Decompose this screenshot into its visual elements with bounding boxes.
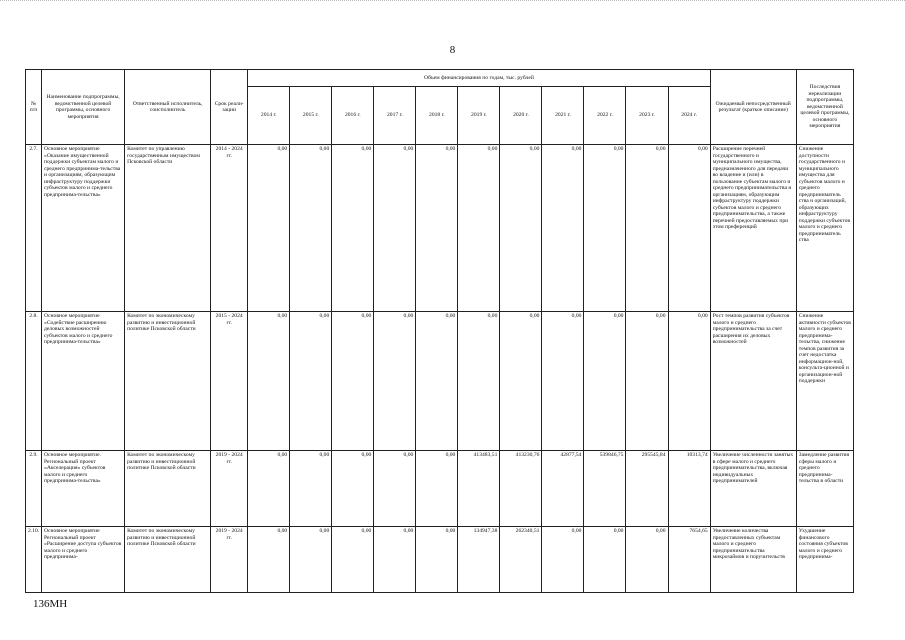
table-row <box>26 527 854 593</box>
year-header: 2019 г. <box>458 87 500 145</box>
row-term: 2019 - 2024 гг. <box>211 451 248 527</box>
year-header: 2018 г. <box>416 87 458 145</box>
scan-edge <box>0 0 905 5</box>
header-num: № п/п <box>26 70 42 145</box>
row-value: 0,00 <box>626 527 668 593</box>
row-responsible: Комитет по экономическому развитию и инвестиционной политике Псковской области <box>125 451 211 527</box>
row-value: 0,00 <box>248 312 290 451</box>
year-header: 2016 г. <box>332 87 374 145</box>
row-value: 0,00 <box>542 145 584 312</box>
row-responsible: Комитет по управлению государственным имуществом Псковской области <box>125 145 211 312</box>
row-consequences: Снижение активности субъектов малого и среднего предпринима-тельства, снижение темпов развития за счет недостатка информацион-ной, консульта-ционной и организацион-ной поддержки <box>796 312 853 451</box>
row-value: 0,00 <box>290 312 332 451</box>
row-value: 0,00 <box>416 527 458 593</box>
year-header: 2015 г. <box>290 87 332 145</box>
row-name: Основное мероприятие «Содействие расширению деловых возможностей субъектов малого и среднего предпринима-тельства» <box>42 312 125 451</box>
row-num: 2.9. <box>26 451 42 527</box>
year-header: 2014 г. <box>248 87 290 145</box>
year-header: 2021 г. <box>542 87 584 145</box>
table-row <box>26 451 854 527</box>
row-num: 2.10. <box>26 527 42 593</box>
row-consequences: Замедление развития сферы малого и среднего предпринима-тельства в области <box>796 451 853 527</box>
row-value: 0,00 <box>584 527 626 593</box>
row-value: 0,00 <box>542 312 584 451</box>
row-term: 2015 - 2024 гг. <box>211 312 248 451</box>
row-value: 0,00 <box>374 312 416 451</box>
row-value: 0,00 <box>416 451 458 527</box>
table-row <box>26 145 854 312</box>
header-name: Наименование подпрограммы, ведомственной целевой программы, основного мероприятия <box>42 70 125 145</box>
row-value: 413483,51 <box>458 451 500 527</box>
row-value: 0,00 <box>248 527 290 593</box>
header-volume: Объем финансирования по годам, тыс. рублей <box>248 70 710 87</box>
row-value: 0,00 <box>500 312 542 451</box>
row-value: 0,00 <box>332 312 374 451</box>
row-result: Увеличение количества предоставленных субъектам малого и среднего предпринимательства микрозаймов и поручительств <box>710 527 796 593</box>
row-name: Основное мероприятие «Оказание имущественной поддержки субъектам малого и среднего предпринима-тельства и организациям, образующим инфраструктуру поддержки субъектов малого и среднего предпринима-тельства» <box>42 145 125 312</box>
row-responsible: Комитет по экономическому развитию и инвестиционной политике Псковской области <box>125 527 211 593</box>
year-header: 2023 г. <box>626 87 668 145</box>
header-result: Ожидаемый непосредственный результат (краткое описание) <box>710 70 796 145</box>
year-header: 2024 г. <box>668 87 710 145</box>
row-value: 0,00 <box>584 312 626 451</box>
row-value: 10313,74 <box>668 451 710 527</box>
header-consequences: Последствия нереализации подпрограммы, ведомственной целевой программы, основного мероприятия <box>796 70 853 145</box>
row-name: Основное мероприятие Региональный проект «Расширение доступа субъектов малого и среднего предпринима- <box>42 527 125 593</box>
header-responsible: Ответственный исполнитель, соисполнитель <box>125 70 211 145</box>
row-num: 2.8. <box>26 312 42 451</box>
row-value: 0,00 <box>374 451 416 527</box>
row-value: 0,00 <box>416 312 458 451</box>
table-row <box>26 312 854 451</box>
row-value: 0,00 <box>416 145 458 312</box>
row-value: 0,00 <box>668 312 710 451</box>
page-number: 8 <box>449 44 456 56</box>
row-value: 7654,65 <box>668 527 710 593</box>
row-result: Расширение перечней государственного и муниципального имущества, предназначенного для передачи во владение и (или) в пользование субъектам малого и среднего предпринимательства и организациям, образующим инфраструктуру поддержки субъектов малого и среднего предпринимательства, а также перечней предоставляемых при этом преференций <box>710 145 796 312</box>
row-value: 0,00 <box>290 145 332 312</box>
row-result: Рост темпов развития субъектов малого и среднего предпринимательства за счет расширения их деловых возможностей <box>710 312 796 451</box>
row-responsible: Комитет по экономическому развитию и инвестиционной политике Псковской области <box>125 312 211 451</box>
row-value: 0,00 <box>374 145 416 312</box>
row-value: 134947,38 <box>458 527 500 593</box>
row-value: 0,00 <box>332 451 374 527</box>
year-header: 2017 г. <box>374 87 416 145</box>
row-value: 0,00 <box>626 145 668 312</box>
row-name: Основное мероприятие. Региональный проект «Акселерация» субъектов малого и среднего предпринима-тельства» <box>42 451 125 527</box>
row-value: 413230,76 <box>500 451 542 527</box>
row-value: 0,00 <box>626 312 668 451</box>
row-value: 0,00 <box>374 527 416 593</box>
row-result: Увеличение численности занятых в сфере малого и среднего предпринимательства, включая индивидуальных предпринимателей <box>710 451 796 527</box>
row-value: 0,00 <box>458 312 500 451</box>
row-value: 0,00 <box>248 145 290 312</box>
year-header: 2020 г. <box>500 87 542 145</box>
row-value: 0,00 <box>584 145 626 312</box>
document-code: 136МН <box>33 598 68 610</box>
row-value: 0,00 <box>332 145 374 312</box>
financing-table <box>25 69 854 593</box>
row-value: 0,00 <box>290 451 332 527</box>
row-term: 2019 - 2024 гг. <box>211 527 248 593</box>
row-value: 0,00 <box>500 145 542 312</box>
row-value: 0,00 <box>332 527 374 593</box>
row-value: 0,00 <box>248 451 290 527</box>
row-consequences: Снижение доступности государственного и муниципального имущества для субъектов малого и среднего предприниматель ства и организаций, образующих инфраструктуру поддержки субъектов малого и среднего предприниматель ства <box>796 145 853 312</box>
row-value: 0,00 <box>290 527 332 593</box>
year-header: 2022 г. <box>584 87 626 145</box>
header-term: Срок реали-зации <box>211 70 248 145</box>
row-value: 0,00 <box>668 145 710 312</box>
row-value: 0,00 <box>542 527 584 593</box>
row-term: 2014 - 2024 гг. <box>211 145 248 312</box>
row-value: 262340,51 <box>500 527 542 593</box>
row-consequences: Ухудшение финансового состояния субъектов малого и среднего предпринима- <box>796 527 853 593</box>
row-value: 539846,75 <box>584 451 626 527</box>
row-value: 0,00 <box>458 145 500 312</box>
row-num: 2.7. <box>26 145 42 312</box>
row-value: 295545,84 <box>626 451 668 527</box>
row-value: 42877,54 <box>542 451 584 527</box>
